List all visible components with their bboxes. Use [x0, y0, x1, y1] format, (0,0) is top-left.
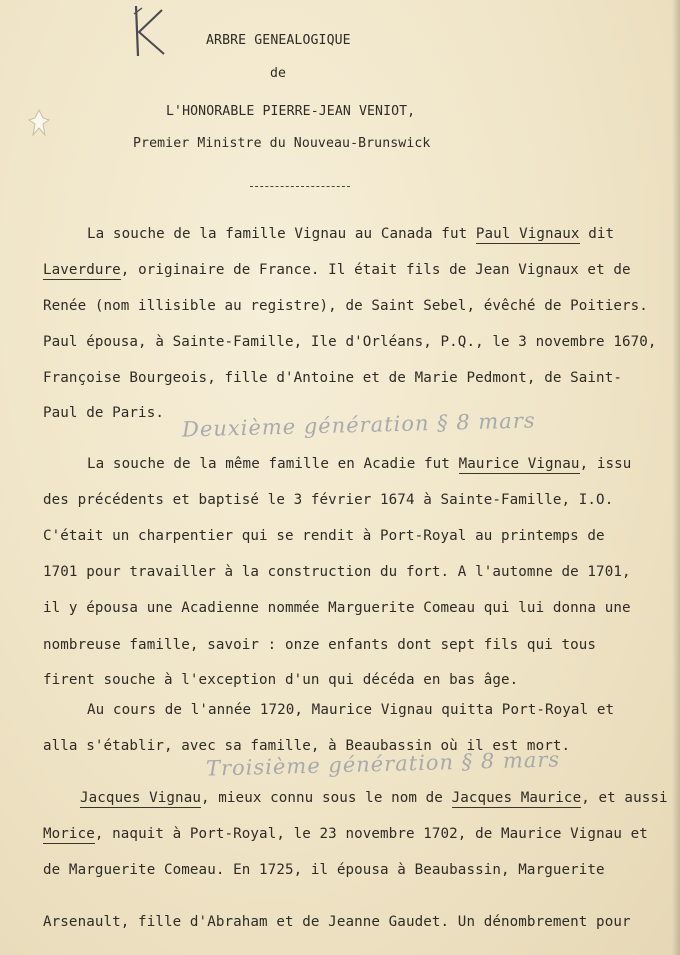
underlined-name: Laverdure — [43, 262, 121, 278]
title-line: L'HONORABLE PIERRE-JEAN VENIOT, — [166, 104, 416, 119]
text-line — [43, 262, 631, 278]
text-segment: Françoise Bourgeois, fille d'Antoine et de Marie Pedmont, de Saint- — [43, 370, 622, 386]
text-line — [43, 564, 631, 580]
text-segment: La souche de la famille Vignau au Canada fut — [87, 226, 476, 242]
title-line: ARBRE GENEALOGIQUE — [206, 33, 351, 48]
text-segment: , mieux connu sous le nom de — [200, 790, 452, 806]
text-line — [43, 637, 596, 653]
text-line — [43, 826, 648, 842]
text-line — [43, 334, 657, 350]
text-segment: Au cours de l'année 1720, Maurice Vignau quitta Port-Royal et — [87, 702, 615, 718]
underlined-name: Morice — [43, 826, 95, 842]
text-segment: , naquit à Port-Royal, le 23 novembre 1702, de Maurice Vignau et — [94, 826, 648, 842]
title-line: Premier Ministre du Nouveau-Brunswick — [133, 136, 431, 151]
text-segment: il y épousa une Acadienne nommée Marguerite Comeau qui lui donna une — [43, 600, 631, 616]
text-segment: , issu — [579, 456, 632, 472]
text-line — [43, 914, 631, 930]
text-segment: des précédents et baptisé le 3 février 1674 à Sainte-Famille, I.O. — [43, 492, 614, 508]
text-segment: nombreuse famille, savoir : onze enfants dont sept fils qui tous — [43, 637, 597, 653]
text-line — [43, 528, 605, 544]
underlined-name: Maurice Vignau — [458, 456, 580, 472]
text-line — [43, 600, 631, 616]
k-mark-icon — [128, 4, 168, 60]
text-segment: , et aussi — [581, 790, 668, 806]
text-line — [87, 456, 631, 472]
title-line: de — [270, 66, 287, 81]
underlined-name: Jacques Maurice — [451, 790, 582, 806]
text-segment: alla s'établir, avec sa famille, à Beaubassin où il est mort. — [43, 738, 571, 754]
punch-hole-icon — [28, 108, 50, 138]
text-segment: 1701 pour travailler à la construction du fort. A l'automne de 1701, — [43, 564, 631, 580]
text-segment: Paul de Paris. — [43, 405, 164, 421]
text-line — [43, 405, 164, 421]
text-line — [43, 672, 518, 688]
text-segment: C'était un charpentier qui se rendit à Port-Royal au printemps de — [43, 528, 605, 544]
underlined-name: Jacques Vignau — [80, 790, 201, 806]
text-segment: Paul épousa, à Sainte-Famille, Ile d'Orléans, P.Q., le 3 novembre 1670, — [43, 334, 657, 350]
text-line — [80, 790, 668, 806]
text-segment: dit — [579, 226, 615, 242]
text-segment: de Marguerite Comeau. En 1725, il épousa à Beaubassin, Marguerite — [43, 862, 605, 878]
text-line — [87, 702, 614, 718]
text-segment: Arsenault, fille d'Abraham et de Jeanne Gaudet. Un dénombrement pour — [43, 914, 631, 930]
text-line — [43, 370, 622, 386]
text-line — [43, 492, 613, 508]
separator — [250, 186, 350, 187]
page-edge-shadow — [672, 0, 680, 955]
text-line — [87, 226, 614, 242]
text-segment: La souche de la même famille en Acadie fut — [87, 456, 459, 472]
handwritten-annotation: Deuxième génération § 8 mars — [181, 408, 536, 442]
handwritten-annotation: Troisième génération § 8 mars — [205, 747, 561, 781]
text-line — [43, 298, 648, 314]
text-segment: , originaire de France. Il était fils de Jean Vignaux et de — [120, 262, 631, 278]
text-line — [43, 862, 605, 878]
underlined-name: Paul Vignaux — [475, 226, 580, 242]
text-segment: Renée (nom illisible au registre), de Saint Sebel, évêché de Poitiers. — [43, 298, 648, 314]
text-segment: firent souche à l'exception d'un qui décéda en bas âge. — [43, 672, 519, 688]
